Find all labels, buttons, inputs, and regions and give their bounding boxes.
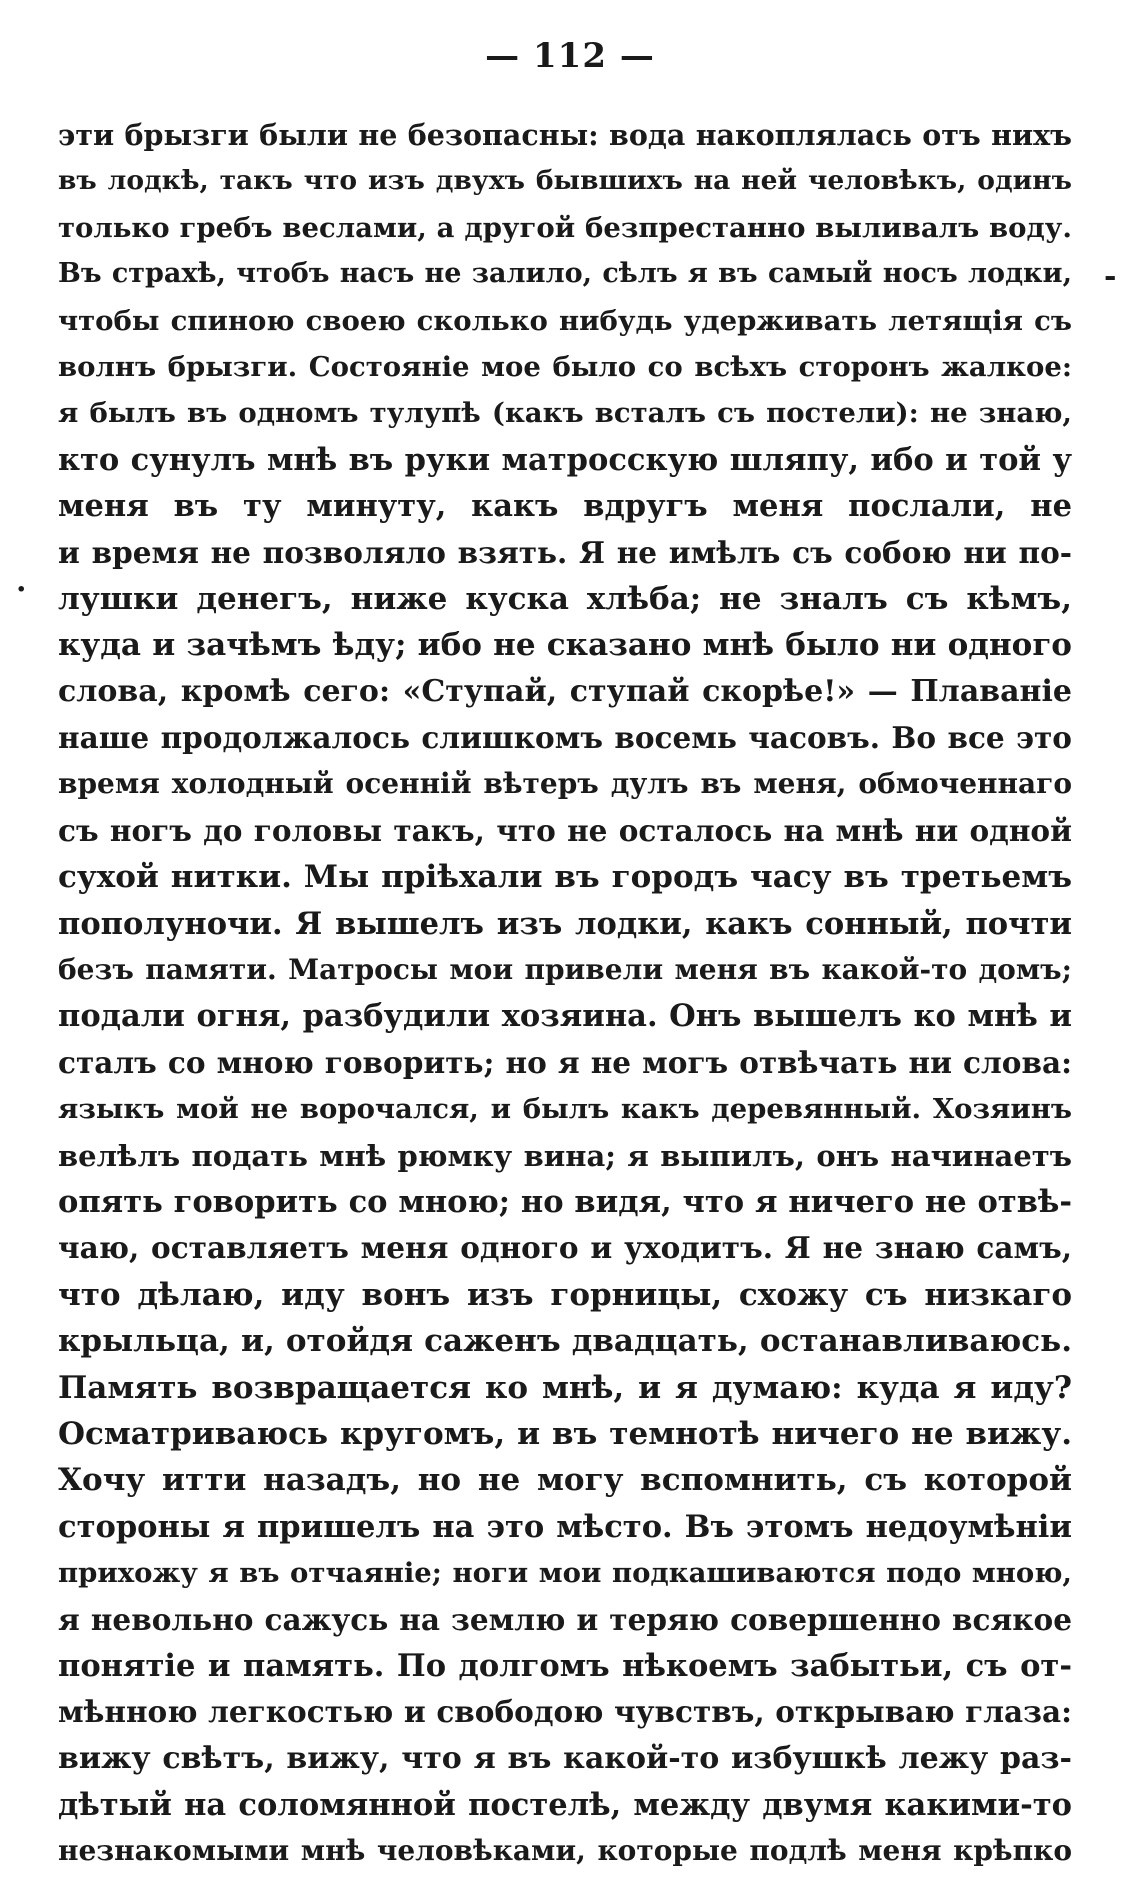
text-line-content: крыльца, и, отойдя саженъ двадцать, останавливаюсь.	[58, 1323, 1072, 1360]
text-line-content: пополуночи. Я вышелъ изъ лодки, какъ сонный, почти	[58, 905, 1072, 942]
text-line	[58, 1365, 1072, 1411]
text-line-content: прихожу я въ отчаяніе; ноги мои подкашиваются подо мною,	[58, 1557, 1072, 1590]
text-line	[58, 1179, 1072, 1225]
text-line-content: подали огня, разбудили хозяина. Онъ вышелъ ко мнѣ и	[58, 998, 1072, 1035]
text-line	[58, 1272, 1072, 1318]
text-line	[58, 669, 1072, 715]
text-line-content: меня въ ту минуту, какъ вдругъ меня послали, не	[58, 488, 1072, 525]
text-line-content: сталъ со мною говорить; но я не могъ отвѣчать ни слова:	[58, 1044, 1072, 1080]
text-line	[58, 808, 1072, 854]
text-line	[58, 390, 1072, 436]
text-line	[58, 251, 1072, 297]
text-line-content: дѣтый на соломянной постелѣ, между двумя какими-то	[58, 1787, 1072, 1824]
text-line-content: Осматриваюсь кругомъ, и въ темнотѣ ничего не вижу.	[58, 1415, 1072, 1452]
text-line-content: только гребъ веслами, а другой безпрестанно выливалъ воду.	[58, 211, 1072, 244]
text-line	[58, 1643, 1072, 1689]
text-line	[58, 205, 1072, 251]
text-line-content: вижу свѣтъ, вижу, что я въ какой-то избушкѣ лежу раз-	[58, 1740, 1072, 1776]
text-line	[58, 1736, 1072, 1782]
text-line	[58, 112, 1072, 158]
text-line	[58, 1828, 1072, 1874]
page-number: — 112 —	[485, 36, 655, 76]
text-line-content: слова, кромѣ сего: «Ступай, ступай скорѣе!» — Плаваніе	[58, 673, 1072, 709]
text-line	[58, 1411, 1072, 1457]
text-line	[58, 298, 1072, 344]
text-line	[58, 344, 1072, 390]
text-line	[58, 437, 1072, 483]
text-line-content: опять говорить со мною; но видя, что я ничего не отвѣ-	[58, 1183, 1072, 1220]
text-line-content: наше продолжалось слишкомъ восемь часовъ. Во все это	[58, 720, 1072, 756]
text-line-content: я былъ въ одномъ тулупѣ (какъ всталъ съ постели): не знаю,	[58, 397, 1072, 430]
text-line-content: что дѣлаю, иду вонъ изъ горницы, схожу съ низкаго	[58, 1276, 1072, 1313]
text-line	[58, 483, 1072, 529]
text-line-content: сухой нитки. Мы пріѣхали въ городъ часу въ третьемъ	[58, 859, 1072, 896]
text-line-content: въ лодкѣ, такъ что изъ двухъ бывшихъ на ней человѣкъ, одинъ	[58, 165, 1072, 197]
text-line	[58, 1225, 1072, 1271]
text-line	[58, 576, 1072, 622]
text-line-content: чаю, оставляетъ меня одного и уходитъ. Я не знаю самъ,	[58, 1230, 1072, 1266]
text-line	[58, 1597, 1072, 1643]
text-line-content: кто сунулъ мнѣ въ руки матросскую шляпу, ибо и той у	[58, 441, 1072, 478]
text-line-content: я невольно сажусь на землю и теряю совершенно всякое	[58, 1601, 1072, 1637]
text-line-content: волнъ брызги. Состояніе мое было со всѣхъ сторонъ жалкое:	[58, 350, 1072, 383]
text-line	[58, 761, 1072, 807]
text-line	[58, 901, 1072, 947]
text-line	[58, 993, 1072, 1039]
text-line	[58, 1550, 1072, 1596]
text-line	[58, 715, 1072, 761]
text-line-content: Хочу итти назадъ, но не могу вспомнить, съ которой	[58, 1462, 1072, 1499]
text-line	[58, 1318, 1072, 1364]
text-line-content: стороны я пришелъ на это мѣсто. Въ этомъ недоумѣніи	[58, 1508, 1072, 1545]
text-line	[58, 1086, 1072, 1132]
margin-mark-right: -	[1104, 259, 1117, 294]
text-line	[58, 854, 1072, 900]
text-line-content: и время не позволяло взять. Я не имѣлъ съ собою ни по-	[58, 534, 1072, 570]
text-line-content: незнакомыми мнѣ человѣками, которые подлѣ меня крѣпко	[58, 1834, 1072, 1868]
text-line-content: эти брызги были не безопасны: вода накоплялась отъ нихъ	[58, 118, 1072, 152]
text-line-content: время холодный осенній вѣтеръ дулъ въ меня, обмоченнаго	[58, 767, 1072, 801]
text-line-content: съ ногъ до головы такъ, что не осталось на мнѣ ни одной	[58, 812, 1072, 848]
text-line	[58, 1133, 1072, 1179]
text-line-content: Память возвращается ко мнѣ, и я думаю: куда я иду?	[58, 1369, 1072, 1406]
text-line	[58, 1689, 1072, 1735]
text-line	[58, 158, 1072, 204]
text-line	[58, 1040, 1072, 1086]
text-line	[58, 1782, 1072, 1828]
text-line-content: велѣлъ подать мнѣ рюмку вина; я выпилъ, онъ начинаетъ	[58, 1138, 1072, 1173]
text-line-content: безъ памяти. Матросы мои привели меня въ какой-то домъ;	[58, 953, 1072, 987]
text-line-content: лушки денегъ, ниже куска хлѣба; не зналъ съ кѣмъ,	[58, 580, 1072, 617]
text-line	[58, 947, 1072, 993]
text-line-content: Въ страхѣ, чтобъ насъ не залило, сѣлъ я въ самый носъ лодки,	[58, 258, 1072, 290]
text-line-content: мѣнною легкостью и свободою чувствъ, открываю глаза:	[58, 1694, 1072, 1730]
text-line-content: куда и зачѣмъ ѣду; ибо не сказано мнѣ было ни одного	[58, 627, 1072, 664]
text-line	[58, 1457, 1072, 1503]
text-line	[58, 530, 1072, 576]
page-body-text	[58, 112, 1072, 1875]
text-line	[58, 622, 1072, 668]
margin-mark-left: ·	[16, 572, 27, 607]
text-line-content: чтобы спиною своею сколько нибудь удерживать летящія съ	[58, 304, 1072, 337]
text-line	[58, 1504, 1072, 1550]
text-line-content: понятіе и память. По долгомъ нѣкоемъ забытьи, съ от-	[58, 1647, 1072, 1684]
text-line-content: языкъ мой не ворочался, и былъ какъ деревянный. Хозяинъ	[58, 1093, 1072, 1126]
